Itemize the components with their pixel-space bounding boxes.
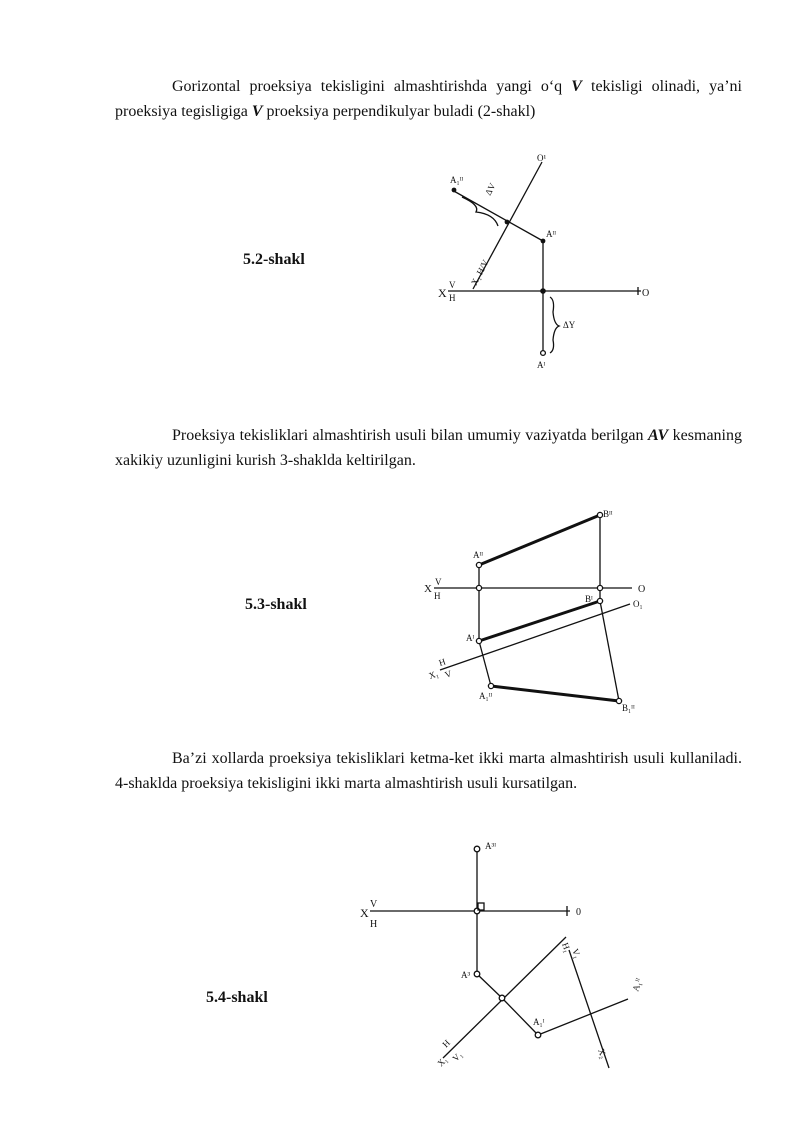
label-dv-top: ΔV — [482, 181, 498, 197]
paragraph-2: Proeksiya tekisliklari almashtirish usuli bilan umumiy vaziyatda berilgan AV kesmaning xakikiy uzunligini kurish 3-shaklda keltirilgan. — [115, 427, 743, 469]
label-x1: X₁ — [435, 1054, 450, 1069]
label-ah: Aᴵ — [466, 633, 475, 643]
link-b1 — [600, 601, 619, 701]
label-x2: X₂ — [596, 1047, 609, 1060]
label-o: O — [638, 584, 646, 595]
figure-5-2-drawing — [438, 153, 649, 370]
figure-caption-5-3: 5.3-shakl — [245, 596, 307, 613]
label-o1: O₁ — [633, 599, 643, 609]
segment-av-frontal — [479, 515, 600, 565]
label-h2: H₁ — [560, 941, 573, 954]
label-b1: B₁ᴵᴵ — [622, 703, 635, 713]
label-a1: A₁ᴵ — [533, 1017, 545, 1027]
label-av: Aᴵᴵ — [473, 550, 484, 560]
label-v2: V — [443, 668, 453, 680]
label-a1: A₁ᴵᴵ — [479, 691, 493, 701]
label-h: H — [434, 591, 441, 601]
label-o: 0 — [576, 907, 581, 918]
label-v1: V₁ — [450, 1049, 465, 1064]
label-o: O — [642, 288, 650, 299]
link-a4 — [538, 999, 628, 1035]
label-x: X — [360, 906, 369, 920]
label-a3: A³ᴵ — [485, 841, 496, 851]
label-x: X — [438, 286, 447, 300]
label-axis-new: X₁ H/V — [468, 258, 491, 287]
label-h1: H — [440, 1037, 453, 1050]
brace-dy — [550, 297, 559, 353]
label-o1: O¹ — [537, 153, 547, 163]
figure-caption-5-2: 5.2-shakl — [243, 251, 305, 268]
label-bv: Bᴵᴵ — [603, 509, 613, 519]
paragraph-1: Gorizontal proeksiya tekisligini almashtirishda yangi o‘q V tekisligi olinadi, ya’ni proeksiya tegisligiga V proeksiya perpendikulyar buladi (2-shakl) — [115, 78, 743, 120]
label-a4: A₁ᴵᴵ — [630, 976, 644, 993]
label-a2: A³ — [461, 970, 471, 980]
figure-5-3-drawing — [424, 509, 645, 713]
figure-5-4-drawing — [360, 841, 644, 1068]
label-h2: H — [437, 656, 447, 668]
paragraph-3: Ba’zi xollarda proeksiya tekisliklari ketma-ket ikki marta almashtirish usuli kullaniladi. 4-shaklda proeksiya tekisligini ikki marta almashtirish usuli kursatilgan. — [115, 750, 742, 792]
label-v2: V₁ — [570, 947, 583, 960]
label-x: X — [424, 583, 432, 595]
segment-a1b1 — [491, 686, 619, 701]
label-a1v: A₁ᴵᴵ — [450, 175, 464, 185]
figure-caption-5-4: 5.4-shakl — [206, 989, 268, 1006]
brace-dv-top — [462, 197, 498, 226]
label-v: V — [370, 899, 378, 910]
label-dy: ΔY — [563, 320, 576, 330]
projection-line-a — [452, 190, 543, 241]
link-a-x1 — [477, 974, 502, 998]
label-av: Aᴵᴵ — [546, 229, 557, 239]
label-v: V — [449, 280, 456, 290]
label-x1: X₁ — [427, 668, 440, 681]
label-h: H — [449, 293, 456, 303]
label-h: H — [370, 919, 378, 930]
link-a1 — [479, 641, 491, 686]
label-v: V — [435, 577, 442, 587]
label-bh: Bᴵ — [585, 594, 593, 604]
label-ah: Aᴵ — [537, 360, 546, 370]
